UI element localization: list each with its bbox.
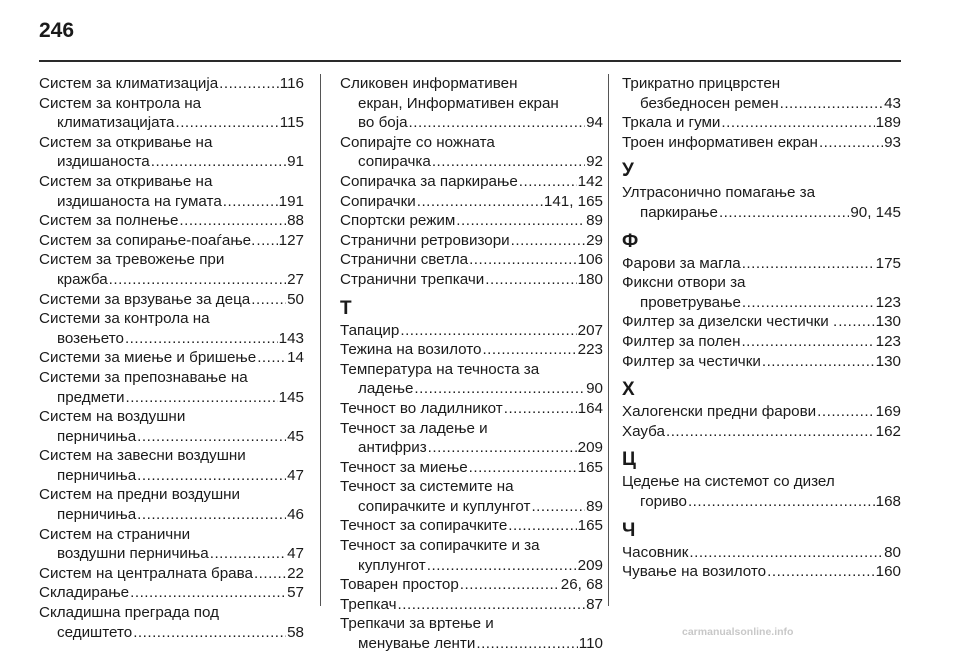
dot-leader (432, 152, 585, 172)
index-entry (39, 309, 304, 348)
index-page-ref: 123 (875, 332, 901, 350)
dot-leader (151, 152, 286, 172)
index-entry (622, 543, 901, 563)
index-page-ref: 145 (278, 388, 304, 406)
dot-leader (762, 352, 875, 372)
index-page-ref: 45 (287, 427, 304, 445)
index-page-ref: 91 (287, 153, 304, 171)
dot-leader (666, 422, 875, 442)
index-entry-text: седиштето (57, 623, 133, 641)
index-entry (340, 192, 603, 212)
column-divider (320, 74, 321, 606)
index-entry (622, 312, 901, 332)
dot-leader (519, 172, 577, 192)
index-entry (340, 321, 603, 341)
index-entry (39, 368, 304, 407)
dot-leader (719, 203, 849, 223)
index-entry-text: перничиња (57, 427, 137, 445)
index-entry-text: Систем за полнење (39, 212, 179, 230)
dot-leader (417, 192, 543, 212)
index-entry-text: ладење (358, 380, 414, 398)
index-entry-text: Систем на воздушни (39, 408, 186, 426)
index-entry-text: издишаноста (57, 153, 150, 171)
dot-leader (508, 516, 576, 536)
index-entry (622, 113, 901, 133)
dot-leader (688, 492, 875, 512)
index-entry (340, 477, 603, 516)
dot-leader (251, 290, 286, 310)
index-entry-text: Цедење на системот со дизел (622, 473, 835, 491)
index-page-ref: 57 (287, 584, 304, 602)
dot-leader (219, 74, 279, 94)
index-page-ref: 209 (577, 439, 603, 457)
index-entry (622, 74, 901, 113)
index-entry (340, 419, 603, 458)
index-entry (622, 183, 901, 222)
index-entry (39, 250, 304, 289)
dot-leader (485, 270, 576, 290)
index-entry (622, 133, 901, 153)
index-entry (39, 211, 304, 231)
dot-leader (257, 348, 286, 368)
index-entry-text: Трепкачи за вртење и (340, 615, 494, 633)
dot-leader (400, 321, 576, 341)
index-entry-text: Филтер за полен (622, 332, 741, 350)
index-entry-text: антифриз (358, 439, 427, 457)
dot-leader (469, 250, 577, 270)
index-entry-text: Складишна преграда под (39, 604, 219, 622)
index-page-ref: 22 (287, 564, 304, 582)
page-number: 246 (39, 19, 75, 42)
index-page-ref: 169 (875, 403, 901, 421)
index-entry-text: Троен информативен екран (622, 133, 818, 151)
index-entry-text: Тежина на возилото (340, 341, 482, 359)
index-page-ref: 47 (287, 466, 304, 484)
dot-leader (511, 231, 585, 251)
index-entry-text: менување ленти (358, 635, 476, 653)
index-column-1 (39, 74, 304, 642)
index-entry-text: Спортски режим (340, 212, 456, 230)
index-page-ref: 123 (875, 293, 901, 311)
index-page-ref: 142 (577, 172, 603, 190)
dot-leader (130, 583, 286, 603)
index-entry (340, 516, 603, 536)
index-entry (39, 348, 304, 368)
dot-leader (414, 379, 585, 399)
dot-leader (427, 556, 577, 576)
index-entry (340, 250, 603, 270)
index-entry (340, 458, 603, 478)
index-page-ref: 165 (577, 458, 603, 476)
index-entry-text: Систем за откривање на (39, 172, 213, 190)
index-entry-text: Трепкач (340, 595, 397, 613)
index-page-ref: 43 (884, 94, 901, 112)
index-letter-heading: У (622, 160, 634, 182)
index-page-ref: 106 (577, 251, 603, 269)
index-entry-text: Систем на завесни воздушни (39, 447, 246, 465)
dot-leader (504, 399, 577, 419)
index-entry-text: Сопирачка за паркирање (340, 172, 518, 190)
index-entry-text: паркирање (640, 203, 718, 221)
index-page-ref: 47 (287, 545, 304, 563)
index-letter-heading: Х (622, 379, 635, 401)
dot-leader (742, 293, 875, 313)
index-page-ref: 160 (875, 563, 901, 581)
index-entry (340, 536, 603, 575)
index-entry-text: Филтер за честички (622, 352, 761, 370)
dot-leader (460, 575, 560, 595)
index-entry-text: Странични ретровизори (340, 231, 510, 249)
index-entry (39, 485, 304, 524)
index-entry-text: Течност за сопирачките и за (340, 537, 540, 555)
index-entry (39, 603, 304, 642)
index-entry (622, 422, 901, 442)
index-entry-text: Фарови за магла (622, 254, 741, 272)
index-entry-text: Системи за контрола на (39, 310, 210, 328)
index-entry (340, 231, 603, 251)
index-page-ref: 168 (875, 492, 901, 510)
index-page-ref: 127 (278, 231, 304, 249)
index-entry (340, 270, 603, 290)
index-entry-text: Хауба (622, 422, 665, 440)
index-entry (39, 407, 304, 446)
index-entry-text: Странични трепкачи (340, 270, 485, 288)
index-page-ref: 223 (577, 341, 603, 359)
index-page-ref: 14 (287, 349, 304, 367)
index-entry (39, 94, 304, 133)
index-entry-text: Систем за контрола на (39, 94, 202, 112)
dot-leader (109, 270, 286, 290)
index-entry (39, 564, 304, 584)
index-entry-text: Сопирајте со ножната (340, 133, 495, 151)
dot-leader (133, 623, 286, 643)
index-entry-text: Тркала и гуми (622, 114, 721, 132)
index-entry-text: Течност за сопирачките (340, 517, 508, 535)
index-entry-text: издишаноста на гумата (57, 192, 222, 210)
dot-leader (819, 133, 883, 153)
index-page-ref: 180 (577, 270, 603, 288)
index-entry (622, 402, 901, 422)
dot-leader (767, 562, 875, 582)
index-page-ref: 90, 145 (850, 203, 901, 221)
index-page-ref: 116 (279, 75, 304, 92)
index-entry-text: Систем за климатизација (39, 75, 219, 92)
index-entry-text: Систем за тревожење при (39, 251, 225, 269)
dot-leader (742, 254, 875, 274)
dot-leader (137, 466, 286, 486)
index-entry (340, 595, 603, 615)
index-page-ref: 143 (278, 329, 304, 347)
dot-leader (179, 211, 286, 231)
index-page-ref: 165 (577, 517, 603, 535)
index-entry-text: Течност за миење (340, 458, 468, 476)
dot-leader (210, 544, 286, 564)
index-entry-text: Систем на странични (39, 525, 191, 543)
dot-leader (256, 231, 277, 251)
index-page-ref: 29 (586, 231, 603, 249)
index-page-ref: 92 (586, 153, 603, 171)
index-entry (39, 583, 304, 603)
dot-leader (137, 427, 286, 447)
index-entry (340, 399, 603, 419)
index-entry-text: кражба (57, 270, 108, 288)
index-page-ref: 90 (586, 380, 603, 398)
dot-leader (689, 543, 883, 563)
column-divider (608, 74, 609, 606)
index-page-ref: 164 (577, 399, 603, 417)
index-entry (340, 211, 603, 231)
index-entry-text: Фиксни отвори за (622, 274, 746, 292)
dot-leader (817, 402, 874, 422)
dot-leader (223, 192, 278, 212)
index-page-ref: 130 (875, 313, 901, 331)
index-entry (340, 74, 603, 133)
index-entry-text: воздушни перничиња (57, 545, 209, 563)
index-entry-text: сопирачка (358, 153, 431, 171)
index-page-ref: 93 (884, 133, 901, 151)
dot-leader (838, 312, 874, 332)
index-entry-text: проветрување (640, 293, 741, 311)
index-entry-text: куплунгот (358, 556, 426, 574)
index-entry (39, 172, 304, 211)
index-entry (622, 273, 901, 312)
index-entry (340, 575, 603, 595)
dot-leader (175, 113, 278, 133)
dot-leader (125, 329, 278, 349)
dot-leader (476, 634, 577, 654)
index-page-ref: 89 (586, 497, 603, 515)
index-page-ref: 50 (287, 290, 304, 308)
index-entry (39, 446, 304, 485)
dot-leader (125, 388, 277, 408)
index-page-ref: 130 (875, 352, 901, 370)
index-entry-text: безбедносен ремен (640, 94, 779, 112)
index-entry (340, 340, 603, 360)
index-entry-text: Тапацир (340, 321, 400, 339)
index-entry (622, 352, 901, 372)
index-entry-text: климатизацијата (57, 114, 175, 132)
dot-leader (456, 211, 585, 231)
dot-leader (780, 94, 884, 114)
index-entry (39, 290, 304, 310)
dot-leader (428, 438, 577, 458)
dot-leader (721, 113, 874, 133)
dot-leader (409, 113, 586, 133)
index-entry-text: Сопирачки (340, 192, 416, 210)
index-entry-text: Часовник (622, 543, 689, 561)
index-entry-text: Ултрасонично помагање за (622, 184, 816, 202)
index-entry-text: Сликовен информативен (340, 75, 518, 92)
index-page-ref: 87 (586, 595, 603, 613)
index-entry-text: Систем за откривање на (39, 133, 213, 151)
index-entry-text: Халогенски предни фарови (622, 403, 817, 421)
index-entry-text: предмети (57, 388, 125, 406)
index-entry-text: во боја (358, 114, 408, 132)
index-entry-text: перничиња (57, 466, 137, 484)
index-entry-text: возењето (57, 329, 124, 347)
index-column-2 (340, 74, 603, 654)
index-page-ref: 46 (287, 506, 304, 524)
index-entry (340, 172, 603, 192)
dot-leader (531, 497, 585, 517)
index-entry-text: сопирачките и куплунгот (358, 497, 531, 515)
index-page-ref: 88 (287, 212, 304, 230)
index-entry-text: Течност за ладење и (340, 419, 488, 437)
index-entry-text: Системи за миење и бришење (39, 349, 257, 367)
index-entry-text: Товарен простор (340, 576, 459, 594)
index-entry (39, 525, 304, 564)
index-letter-heading: Ф (622, 230, 639, 252)
index-letter-heading: Т (340, 297, 352, 319)
index-page-ref: 58 (287, 623, 304, 641)
index-column-3 (622, 74, 901, 582)
index-page-ref: 141, 165 (543, 192, 603, 210)
index-entry-text: гориво (640, 492, 687, 510)
index-entry (39, 231, 304, 251)
index-letter-heading: Ц (622, 449, 636, 471)
index-entry (340, 360, 603, 399)
index-entry (340, 614, 603, 653)
index-entry-text: Систем за сопирање-поаѓање. (39, 231, 256, 249)
index-entry-text: Филтер за дизелски честички . (622, 313, 838, 331)
index-entry-text: Систем на предни воздушни (39, 486, 241, 504)
index-page-ref: 26, 68 (560, 576, 603, 594)
index-page-ref: 175 (875, 254, 901, 272)
index-entry-text: Системи за врзување за деца (39, 290, 251, 308)
dot-leader (482, 340, 576, 360)
index-page-ref: 110 (578, 635, 603, 653)
index-page-ref: 115 (279, 114, 304, 132)
index-page-ref: 94 (586, 114, 603, 132)
index-entry (622, 332, 901, 352)
index-entry (622, 254, 901, 274)
index-page-ref: 162 (875, 422, 901, 440)
index-page-ref: 207 (577, 321, 603, 339)
index-entry (340, 133, 603, 172)
header-rule (39, 60, 901, 62)
index-page-ref: 209 (577, 556, 603, 574)
index-entry-text: Трикратно прицврстен (622, 75, 781, 92)
index-entry-text: Систем на централната брава (39, 564, 253, 582)
index-entry-text: Температура на течноста за (340, 360, 540, 378)
index-entry-text: перничиња (57, 506, 137, 524)
footer-watermark: carmanualsonline.info (682, 626, 794, 638)
index-entry-text: Течност за системите на (340, 478, 514, 496)
dot-leader (137, 505, 286, 525)
index-letter-heading: Ч (622, 519, 636, 541)
index-entry-text: Течност во ладилникот (340, 399, 503, 417)
dot-leader (469, 458, 577, 478)
index-page-ref: 80 (884, 543, 901, 561)
index-entry-text: Складирање (39, 584, 130, 602)
index-entry (622, 472, 901, 511)
index-entry-text: Чување на возилото (622, 563, 767, 581)
index-page-ref: 27 (287, 270, 304, 288)
index-entry-text: екран, Информативен екран (358, 94, 559, 112)
index-page-ref: 191 (278, 192, 304, 210)
dot-leader (741, 332, 874, 352)
index-page-ref: 189 (875, 114, 901, 132)
index-entry-text: Системи за препознавање на (39, 368, 248, 386)
index-page-ref: 89 (586, 212, 603, 230)
dot-leader (398, 595, 586, 615)
index-entry (39, 133, 304, 172)
index-entry-text: Странични светла (340, 251, 469, 269)
index-entry (39, 74, 304, 94)
dot-leader (254, 564, 286, 584)
index-entry (622, 562, 901, 582)
